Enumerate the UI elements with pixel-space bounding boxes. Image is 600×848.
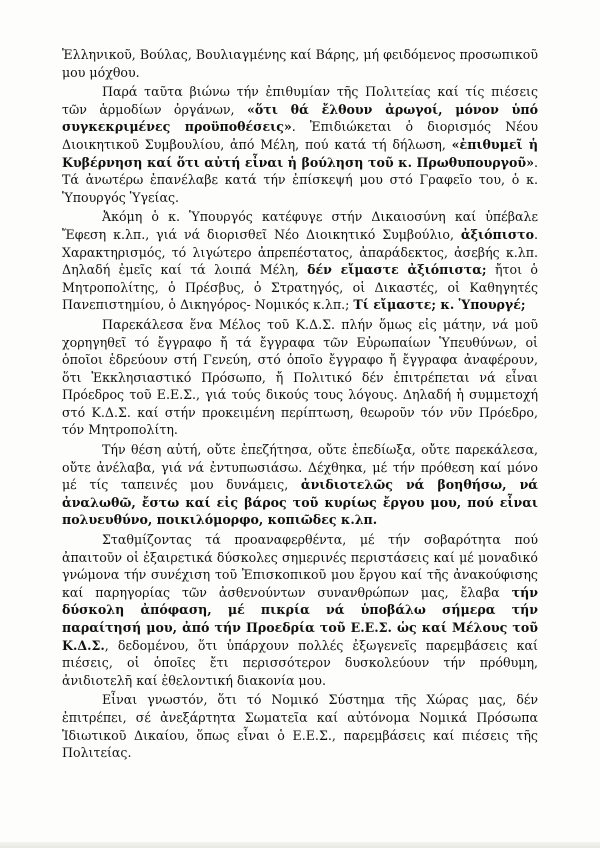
document-body bbox=[62, 46, 538, 762]
paragraph bbox=[62, 208, 538, 314]
text-segment: Παρά ταῦτα βιώνω τήν ἐπιθυμίαν τῆς Πολιτείας καί τίς πιέσεις τῶν ἁρμοδίων ὀργάνων, bbox=[62, 84, 538, 117]
text-segment: Σταθμίζοντας τά προαναφερθέντα, μέ τήν σοβαρότητα πού ἀπαιτοῦν οἱ ἐξαιρετικά δύσκολες σημερινές περιστάσεις καί μέ μοναδικό γνώμονα τήν συνέχιση τοῦ Ἐπισκοπικοῦ μου ἔργου καί τῆς ἀνακούφισης καί παρηγορίας τῶν ἀσθενούντων συνανθρώπων μας, ἔλαβα bbox=[62, 532, 538, 600]
bold-text-segment: «ὅτι θά ἔλθουν ἀρωγοί, μόνον ὑπό συγκεκριμένες προϋποθέσεις» bbox=[62, 101, 538, 135]
text-segment: . Ἐπιδιώκεται ὁ διορισμός Νέου Διοικητικοῦ Συμβουλίου, ἀπό Μέλη, πού κατά τή δήλωση, bbox=[62, 119, 539, 152]
text-segment: Ἀκόμη ὁ κ. Ὑπουργός κατέφυγε στήν Δικαιοσύνη καί ὑπέβαλε Ἔφεση κ.λπ., γιά νά διορισθεῖ Νέο Διοικητικό Συμβούλιο, bbox=[62, 209, 538, 242]
paragraph bbox=[62, 316, 538, 439]
paragraph bbox=[62, 83, 538, 206]
text-segment: Τήν θέση αὐτή, οὔτε ἐπεζήτησα, οὔτε ἐπεδίωξα, οὔτε παρεκάλεσα, οὔτε ἀνέλαβα, γιά νά ἐντυπωσιάσω. Δέχθηκα, μέ τήν πρόθεση καί μόνο μέ τίς ταπεινές μου δυνάμεις, bbox=[62, 442, 538, 493]
paragraph bbox=[62, 46, 538, 81]
text-segment: ἤτοι ὁ Μητροπολίτης, ὁ Πρέσβυς, ὁ Στρατηγός, οἱ Δικαστές, οἱ Καθηγητές Πανεπιστημίου, ὁ Δικηγόρος- Νομικός κ.λπ.; bbox=[62, 262, 538, 313]
bold-text-segment: «ἐπιθυμεῖ ἡ Κυβέρνηση καί ὅτι αὐτή εἶναι ἡ βούληση τοῦ κ. Πρωθυπουργοῦ» bbox=[62, 136, 538, 170]
text-segment: Παρεκάλεσα ἕνα Μέλος τοῦ Κ.Δ.Σ. πλήν ὅμως εἰς μάτην, νά μοῦ χορηγηθεῖ τό ἔγγραφο ἤ τά ἔγγραφα τῶν Εὐρωπαίων Ὑπευθύνων, οἱ ὁποῖοι ἑδρεύουν στή Γενεύη, στό ὁποῖο ἔγγραφο ἤ ἔγγραφα ἀναφέρουν, ὅτι Ἐκκλησιαστικό Πρόσωπο, ἤ Πολιτικό δέν ἐπιτρέπεται νά εἶναι Πρόεδρος τοῦ Ε.Ε.Σ., γιά τούς δικούς τους λόγους. Δηλαδή ἡ συμμετοχή στό Κ.Δ.Σ. καί στήν προκειμένη περίπτωση, θεωροῦν τόν νῦν Πρόεδρο, τόν Μητροπολίτη. bbox=[62, 316, 538, 438]
paragraph bbox=[62, 441, 538, 529]
text-segment: . Τά ἀνωτέρω ἐπανέλαβε κατά τήν ἐπίσκεψή μου στό Γραφεῖο του, ὁ κ. Ὑπουργός Ὑγείας. bbox=[62, 154, 538, 205]
scan-edge bbox=[0, 842, 600, 848]
text-segment: Εἶναι γνωστόν, ὅτι τό Νομικό Σύστημα τῆς Χώρας μας, δέν ἐπιτρέπει, σέ ἀνεξάρτητα Σωματεῖα καί αὐτόνομα Νομικά Πρόσωπα Ἰδιωτικοῦ Δικαίου, ὅπως εἶναι ὁ Ε.Ε.Σ., παρεμβάσεις καί πιέσεις τῆς Πολιτείας. bbox=[62, 692, 538, 761]
bold-text-segment: ἀξιόπιστο bbox=[460, 226, 534, 242]
text-segment: . Χαρακτηρισμός, τό λιγώτερο ἀπρεπέστατος, ἀπαράδεκτος, ἀσεβής κ.λπ. Δηλαδή ἐμεῖς καί τά λοιπά Μέλη, bbox=[62, 226, 538, 278]
paragraph bbox=[62, 691, 538, 761]
paragraph bbox=[62, 531, 538, 689]
text-segment: , δεδομένου, ὅτι ὑπάρχουν πολλές ἐξωγενεῖς παρεμβάσεις καί πιέσεις, οἱ ὁποῖες ἔτι περισσότερον δυσκολεύουν τήν πρόθυμη, ἀνιδιοτελῆ καί ἐθελοντική διακονία μου. bbox=[62, 637, 538, 688]
bold-text-segment: δέν εἴμαστε ἀξιόπιστα; bbox=[307, 262, 487, 278]
bold-text-segment: Τί εἴμαστε; κ. Ὑπουργέ; bbox=[353, 297, 526, 313]
bold-text-segment: τήν δύσκολη ἀπόφαση, μέ πικρία νά ὑποβάλω σήμερα τήν παραίτησή μου, ἀπό τήν Προεδρία τοῦ Ε.Ε.Σ. ὡς καί Μέλους τοῦ Κ.Δ.Σ. bbox=[62, 584, 538, 653]
bold-text-segment: ἀνιδιοτελῶς νά βοηθήσω, νά ἀναλωθῶ, ἔστω καί εἰς βάρος τοῦ κυρίως ἔργου μου, πού εἶναι πολυευθύνο, ποικιλόμορφο, κοπιῶδες κ.λπ. bbox=[62, 477, 538, 528]
text-segment: Ἑλληνικοῦ, Βούλας, Βουλιαγμένης καί Βάρης, μή φειδόμενος προσωπικοῦ μου μόχθου. bbox=[62, 47, 538, 80]
